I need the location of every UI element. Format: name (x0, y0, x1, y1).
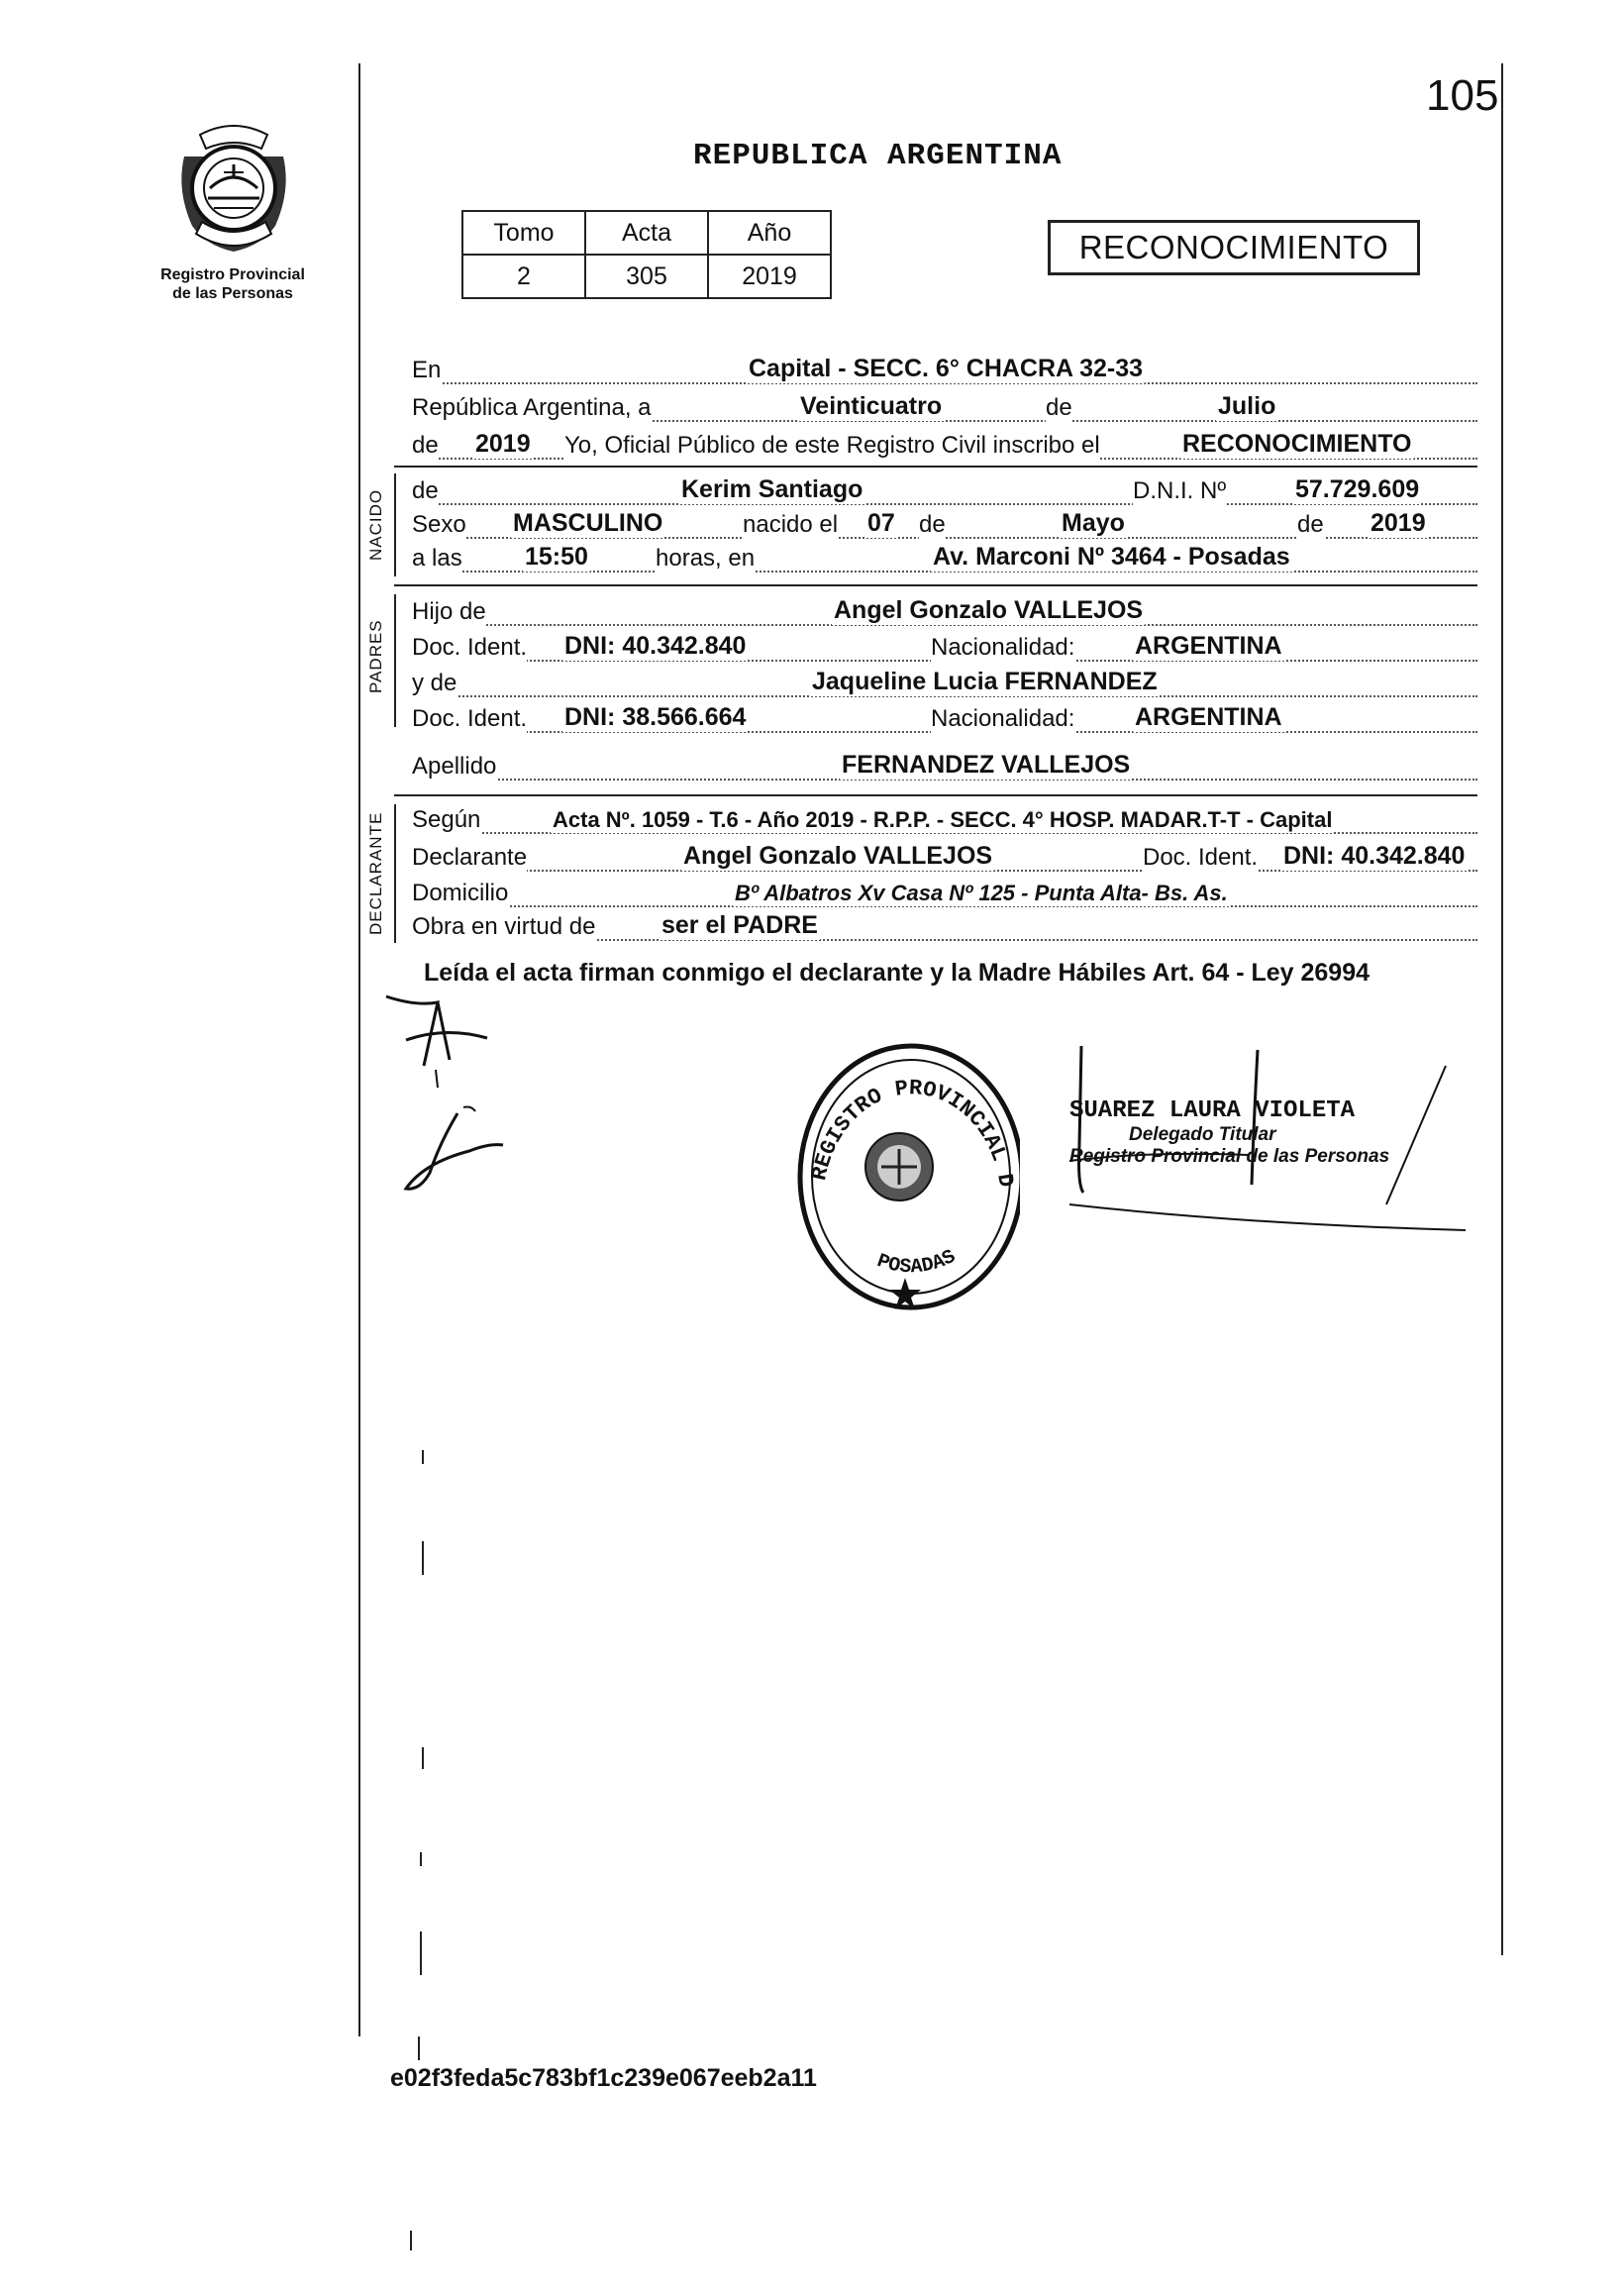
logo-caption (149, 265, 317, 303)
row-segun (412, 798, 1477, 838)
row-obra (412, 905, 1477, 945)
declarante-value: Angel Gonzalo VALLEJOS (683, 842, 993, 870)
seal-top-text: REGISTRO PROVINCIAL D (807, 1076, 1019, 1190)
birth-day: 07 (867, 509, 895, 537)
sexo-value: MASCULINO (513, 509, 663, 537)
segun-value: Acta Nº. 1059 - T.6 - Año 2019 - R.P.P. - SECC. 4° HOSP. MADAR.T-T - Capital (553, 807, 1333, 832)
row-year-officer (412, 424, 1477, 464)
declarant-signature (376, 981, 505, 1095)
mother-doc: DNI: 38.566.664 (564, 703, 747, 731)
en-label: En (412, 357, 442, 383)
scan-mark (418, 2036, 420, 2060)
row-republica (412, 386, 1477, 426)
de-label: de (919, 511, 946, 538)
row-declarante (412, 836, 1477, 876)
domicilio-label: Domicilio (412, 880, 509, 906)
a-las-label: a las (412, 545, 462, 572)
registry-value-acta: 305 (585, 255, 708, 298)
official-seal (782, 1018, 1020, 1320)
registry-header-ano: Año (708, 211, 831, 255)
month-value: Julio (1218, 392, 1276, 420)
closing-text: Leída el acta firman conmigo el declarante y la Madre Hábiles Art. 64 - Ley 26994 (424, 959, 1370, 987)
obra-label: Obra en virtud de (412, 913, 596, 940)
seal-bottom-text: POSADAS (873, 1245, 961, 1280)
declarante-doc: DNI: 40.342.840 (1283, 842, 1466, 870)
row-hijo-de (412, 590, 1477, 630)
section-label-declarante: DECLARANTE (366, 811, 385, 935)
dni-label: D.N.I. Nº (1133, 477, 1227, 504)
logo-caption-line1: Registro Provincial (160, 266, 305, 283)
father-nationality: ARGENTINA (1135, 632, 1282, 660)
registry-value-row (462, 255, 831, 298)
section-label-padres: PADRES (366, 619, 385, 693)
name-value: Kerim Santiago (681, 475, 863, 503)
doc-label: Doc. Ident. (412, 705, 528, 732)
registry-value-tomo: 2 (462, 255, 585, 298)
signature-office: Registro Provincial de las Personas (1069, 1146, 1390, 1167)
left-margin-line (358, 63, 360, 2036)
signature-block (1069, 1097, 1389, 1168)
section-bar-declarante (394, 804, 396, 943)
mother-signature (400, 1103, 519, 1207)
de-label: de (1297, 511, 1324, 538)
section-separator (394, 466, 1477, 468)
hijo-label: Hijo de (412, 598, 486, 625)
apellido-label: Apellido (412, 753, 497, 780)
republica-label: República Argentina, a (412, 394, 652, 421)
nationality-label: Nacionalidad: (931, 705, 1075, 732)
right-margin-line (1501, 63, 1503, 1955)
row-y-de (412, 662, 1477, 701)
declarante-label: Declarante (412, 844, 528, 871)
birth-month: Mayo (1062, 509, 1125, 537)
section-bar-nacido (394, 473, 396, 576)
mother-name: Jaqueline Lucia FERNANDEZ (812, 668, 1158, 695)
row-en (412, 349, 1477, 388)
row-hora-lugar (412, 537, 1477, 576)
logo-caption-line2: de las Personas (172, 285, 293, 302)
de-label: de (1046, 394, 1072, 421)
section-separator (394, 794, 1477, 796)
de-label: de (412, 477, 439, 504)
row-apellido (412, 745, 1477, 784)
apellido-value: FERNANDEZ VALLEJOS (842, 751, 1131, 779)
scan-mark (422, 1541, 424, 1575)
row-mother-doc (412, 697, 1477, 737)
registry-header-tomo: Tomo (462, 211, 585, 255)
section-separator (394, 584, 1477, 586)
y-de-label: y de (412, 670, 457, 696)
registry-table (461, 210, 832, 299)
nacido-label: nacido el (743, 511, 839, 538)
father-doc: DNI: 40.342.840 (564, 632, 747, 660)
svg-text:POSADAS (873, 1245, 960, 1279)
registry-header-row (462, 211, 831, 255)
document-hash: e02f3feda5c783bf1c239e067eeb2a11 (390, 2064, 817, 2092)
nationality-label: Nacionalidad: (931, 634, 1075, 661)
row-father-doc (412, 626, 1477, 666)
registry-header-acta: Acta (585, 211, 708, 255)
act-type-box: RECONOCIMIENTO (1048, 220, 1420, 275)
segun-label: Según (412, 806, 481, 833)
sexo-label: Sexo (412, 511, 466, 538)
de-year-label: de (412, 432, 439, 459)
scan-mark (422, 1450, 424, 1464)
signature-name: SUAREZ LAURA VIOLETA (1069, 1097, 1356, 1124)
place-value: Av. Marconi Nº 3464 - Posadas (933, 543, 1290, 571)
officer-text: Yo, Oficial Público de este Registro Civil inscribo el (564, 432, 1100, 459)
birth-year: 2019 (1370, 509, 1426, 537)
scan-mark (422, 1747, 424, 1769)
father-name: Angel Gonzalo VALLEJOS (834, 596, 1144, 624)
act-value: RECONOCIMIENTO (1182, 430, 1412, 458)
page-number: 105 (1426, 71, 1499, 120)
province-logo (170, 119, 297, 264)
doc-label: Doc. Ident. (1143, 844, 1259, 871)
en-value: Capital - SECC. 6° CHACRA 32-33 (749, 355, 1144, 382)
horas-label: horas, en (656, 545, 756, 572)
obra-value: ser el PADRE (661, 911, 818, 939)
signature-title: Delegado Titular (1129, 1124, 1276, 1145)
mother-nationality: ARGENTINA (1135, 703, 1282, 731)
domicilio-value: Bº Albatros Xv Casa Nº 125 - Punta Alta- Bs. As. (735, 881, 1228, 905)
section-bar-padres (394, 594, 396, 727)
registry-value-ano: 2019 (708, 255, 831, 298)
year-value: 2019 (475, 430, 531, 458)
scan-mark (410, 2231, 412, 2250)
section-label-nacido: NACIDO (366, 488, 385, 561)
doc-label: Doc. Ident. (412, 634, 528, 661)
time-value: 15:50 (525, 543, 588, 571)
day-value: Veinticuatro (800, 392, 943, 420)
dni-value: 57.729.609 (1295, 475, 1420, 503)
scan-mark (420, 1931, 422, 1975)
country-title: REPUBLICA ARGENTINA (693, 139, 1063, 173)
scan-mark (420, 1852, 422, 1866)
